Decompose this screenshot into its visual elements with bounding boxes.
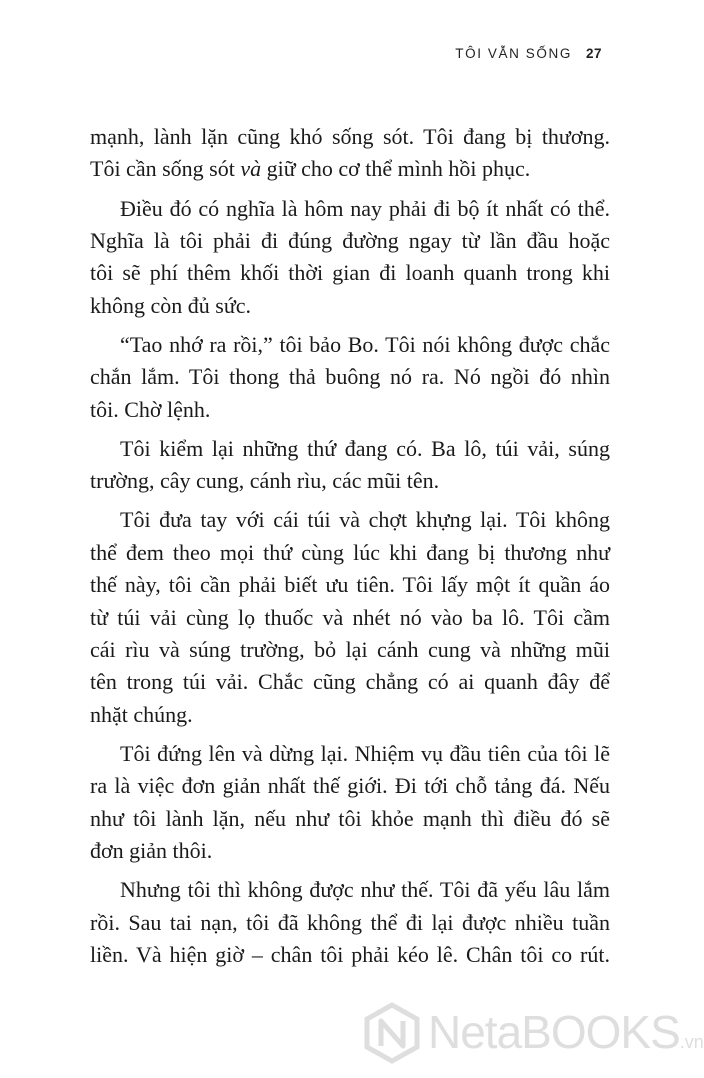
- watermark-suffix: .vn: [679, 1032, 704, 1052]
- paragraph-1: [90, 121, 610, 186]
- text-line: mạnh, lành lặn cũng khó sống sót. Tôi đang bị thương.: [90, 124, 610, 149]
- running-header: [455, 46, 602, 61]
- text-line: thể đem theo mọi thứ cùng lúc khi đang bị thương như: [90, 539, 610, 565]
- text-line: liền. Và hiện giờ – chân tôi phải kéo lê. Chân tôi co rút.: [90, 942, 610, 968]
- text-line: ra là việc đơn giản nhất thế giới. Đi tới chỗ tảng đá. Nếu: [90, 773, 610, 799]
- text-line: cái rìu và súng trường, bỏ lại cánh cung và những mũi: [90, 637, 610, 663]
- text-line: “Tao nhớ ra rồi,” tôi bảo Bo. Tôi nói không được chắc: [120, 331, 610, 357]
- text-line: chắn lắm. Tôi thong thả buông nó ra. Nó ngồi đó nhìn: [90, 364, 610, 390]
- page-number: 27: [585, 46, 602, 61]
- text-line: rồi. Sau tai nạn, tôi đã không thể đi lại được nhiều tuần: [90, 909, 610, 935]
- text-line: nhặt chúng.: [90, 701, 193, 727]
- text-line: Tôi đứng lên và dừng lại. Nhiệm vụ đầu tiên của tôi lẽ: [120, 741, 610, 767]
- emphasis: và: [240, 156, 262, 182]
- text-line: Nhưng tôi thì không được như thế. Tôi đã yếu lâu lắm: [120, 877, 610, 903]
- paragraph-6: [90, 738, 610, 868]
- text-line: đơn giản thôi.: [90, 838, 213, 864]
- paragraph-2: [90, 193, 610, 323]
- paragraph-4: [90, 433, 610, 498]
- text-line: như tôi lành lặn, nếu như tôi khỏe mạnh thì điều đó sẽ: [90, 805, 610, 831]
- text-line: Điều đó có nghĩa là hôm nay phải đi bộ ít nhất có thể.: [120, 195, 610, 221]
- text-line: tôi. Chờ lệnh.: [90, 396, 211, 422]
- text-line: tên trong túi vải. Chắc cũng chẳng có ai quanh đây để: [90, 669, 610, 695]
- text-line: thế này, tôi cần phải biết ưu tiên. Tôi lấy một ít quần áo: [90, 572, 610, 598]
- text-line: Tôi đưa tay với cái túi và chợt khựng lại. Tôi không: [120, 507, 610, 533]
- text-line: Tôi cần sống sót và giữ cho cơ thể mình hồi phục.: [90, 156, 531, 182]
- text-line: Nghĩa là tôi phải đi đúng đường ngay từ lần đầu hoặc: [90, 227, 610, 253]
- watermark-brand: NetaBOOKS: [428, 1006, 680, 1058]
- text-line: không còn đủ sức.: [90, 292, 252, 318]
- text-line: tôi sẽ phí thêm khối thời gian đi loanh quanh trong khi: [90, 260, 610, 286]
- watermark-brand-text: [428, 1002, 704, 1072]
- paragraph-3: [90, 329, 610, 426]
- running-title: TÔI VẪN SỐNG: [455, 46, 572, 61]
- netabooks-watermark: [362, 1000, 704, 1066]
- paragraph-7: [90, 874, 610, 971]
- text-line: từ túi vải cùng lọ thuốc và nhét nó vào ba lô. Tôi cầm: [90, 604, 610, 630]
- paragraph-5: [90, 504, 610, 731]
- text-line: trường, cây cung, cánh rìu, các mũi tên.: [90, 468, 440, 494]
- neta-hexagon-logo-icon: [362, 1002, 422, 1064]
- book-page-body: [90, 121, 610, 972]
- text-line: Tôi kiểm lại những thứ đang có. Ba lô, túi vải, súng: [120, 435, 610, 461]
